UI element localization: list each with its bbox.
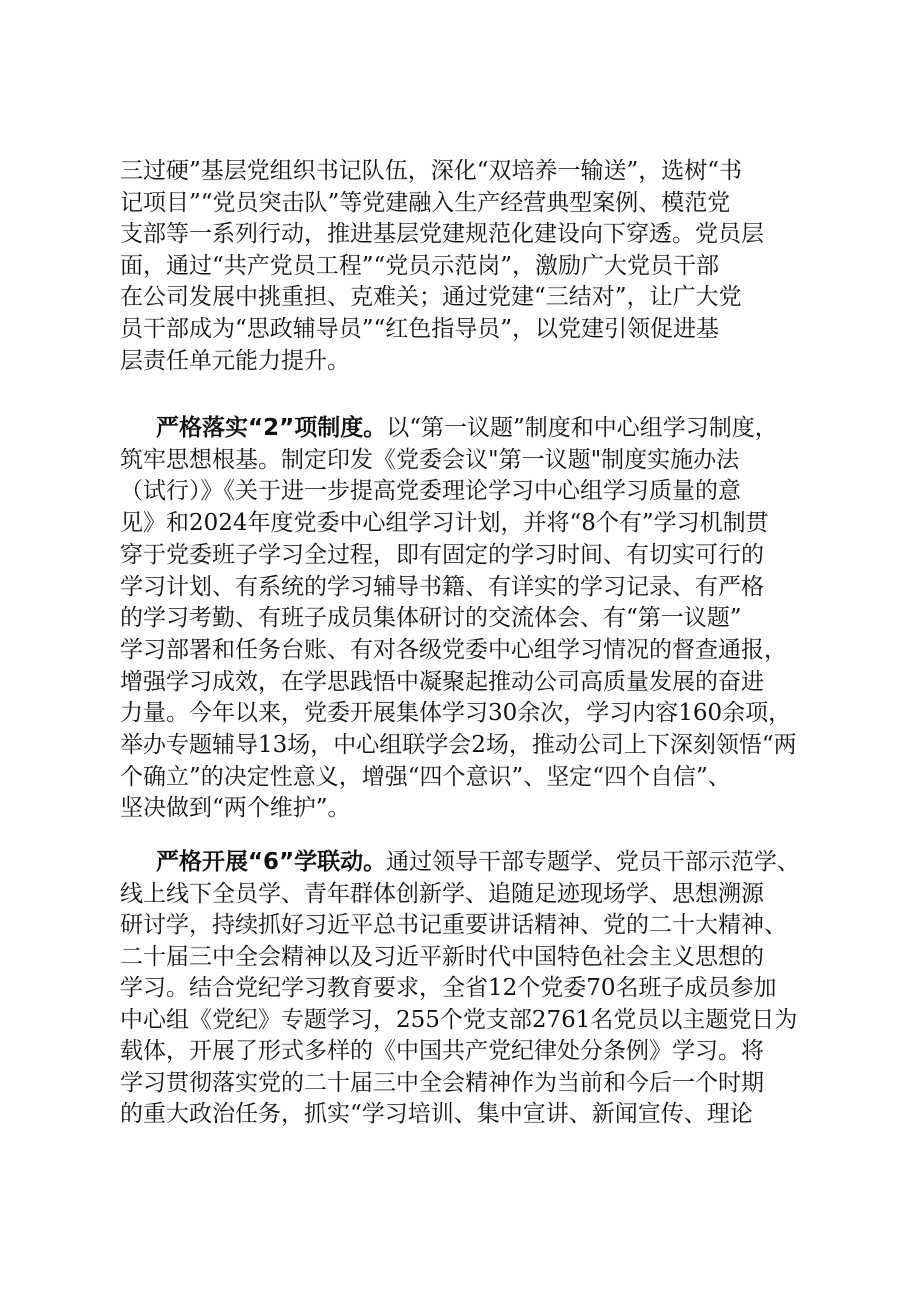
paragraph-3-line-4: 二十届三中全会精神以及习近平新时代中国特色社会主义思想的 xyxy=(120,943,764,970)
paragraph-1-line-3: 支部等一系列行动，推进基层党建规范化建设向下穿透。党员层 xyxy=(120,221,764,248)
paragraph-3-line-6: 中心组《党纪》专题学习，255个党支部2761名党员以主题党日为 xyxy=(120,1006,798,1033)
paragraph-2-line-11: 举办专题辅导13场，中心组联学会2场，推动公司上下深刻领悟“两 xyxy=(120,732,797,758)
paragraph-3-line-8: 学习贯彻落实党的二十届三中全会精神作为当前和今后一个时期 xyxy=(120,1069,764,1096)
paragraph-2-line-4: 见》和2024年度党委中心组学习计划，并将“8个有”学习机制贯 xyxy=(120,510,769,537)
paragraph-2-heading: 严格落实“2”项制度。 xyxy=(156,415,387,441)
paragraph-1-line-1: 三过硬”基层党组织书记队伍，深化“双培养一输送”，选树“书 xyxy=(120,158,743,184)
paragraph-1-line-4: 面，通过“共产党员工程”“党员示范岗”，激励广大党员干部 xyxy=(120,252,720,279)
paragraph-2-line-7: 的学习考勤、有班子成员集体研讨的交流体会、有“第一议题” xyxy=(120,605,742,632)
paragraph-3-line-1: 严格开展“6”学联动。通过领导干部专题学、党员干部示范学、 xyxy=(0,845,920,879)
paragraph-1-line-7: 层责任单元能力提升。 xyxy=(120,347,350,374)
paragraph-3-line-7: 载体，开展了形式多样的《中国共产党纪律处分条例》学习。将 xyxy=(120,1038,764,1064)
paragraph-1-line-6: 员干部成为“思政辅导员”“红色指导员”，以党建引领促进基 xyxy=(120,316,720,342)
paragraph-2-line-5: 穿于党委班子学习全过程，即有固定的学习时间、有切实可行的 xyxy=(120,541,764,568)
paragraph-2-line-6: 学习计划、有系统的学习辅导书籍、有详实的学习记录、有严格 xyxy=(120,573,764,600)
paragraph-3-line-2: 线上线下全员学、青年群体创新学、追随足迹现场学、思想溯源 xyxy=(120,880,764,907)
paragraph-2-line-13: 坚决做到“两个维护”。 xyxy=(120,795,351,822)
paragraph-2-line-3: （试行）》《关于进一步提高党委理论学习中心组学习质量的意 xyxy=(120,478,741,505)
paragraph-3-line-5: 学习。结合党纪学习教育要求，全省12个党委70名班子成员参加 xyxy=(120,975,777,1001)
paragraph-3-heading: 严格开展“6”学联动。 xyxy=(156,849,387,875)
paragraph-2-line-9: 增强学习成效，在学思践悟中凝聚起推动公司高质量发展的奋进 xyxy=(120,668,764,695)
paragraph-3-line-3: 研讨学，持续抓好习近平总书记重要讲话精神、党的二十大精神、 xyxy=(120,912,787,938)
paragraph-2-line-1: 严格落实“2”项制度。以“第一议题”制度和中心组学习制度， xyxy=(0,411,920,445)
paragraph-2-line-12: 个确立”的决定性意义，增强“四个意识”、坚定“四个自信”、 xyxy=(120,763,731,790)
paragraph-2-line-8: 学习部署和任务台账、有对各级党委中心组学习情况的督查通报， xyxy=(120,636,787,663)
paragraph-1-line-2: 记项目”“党员突击队”等党建融入生产经营典型案例、模范党 xyxy=(120,189,731,216)
paragraph-1-line-5: 在公司发展中挑重担、克难关；通过党建“三结对”，让广大党 xyxy=(120,284,742,311)
paragraph-3-line-9: 的重大政治任务，抓实“学习培训、集中宣讲、新闻宣传、理论 xyxy=(120,1101,753,1127)
paragraph-2-line-2: 筑牢思想根基。制定印发《党委会议"第一议题"制度实施办法 xyxy=(120,446,740,473)
paragraph-2-line-10: 力量。今年以来，党委开展集体学习30余次，学习内容160余项， xyxy=(120,700,792,727)
